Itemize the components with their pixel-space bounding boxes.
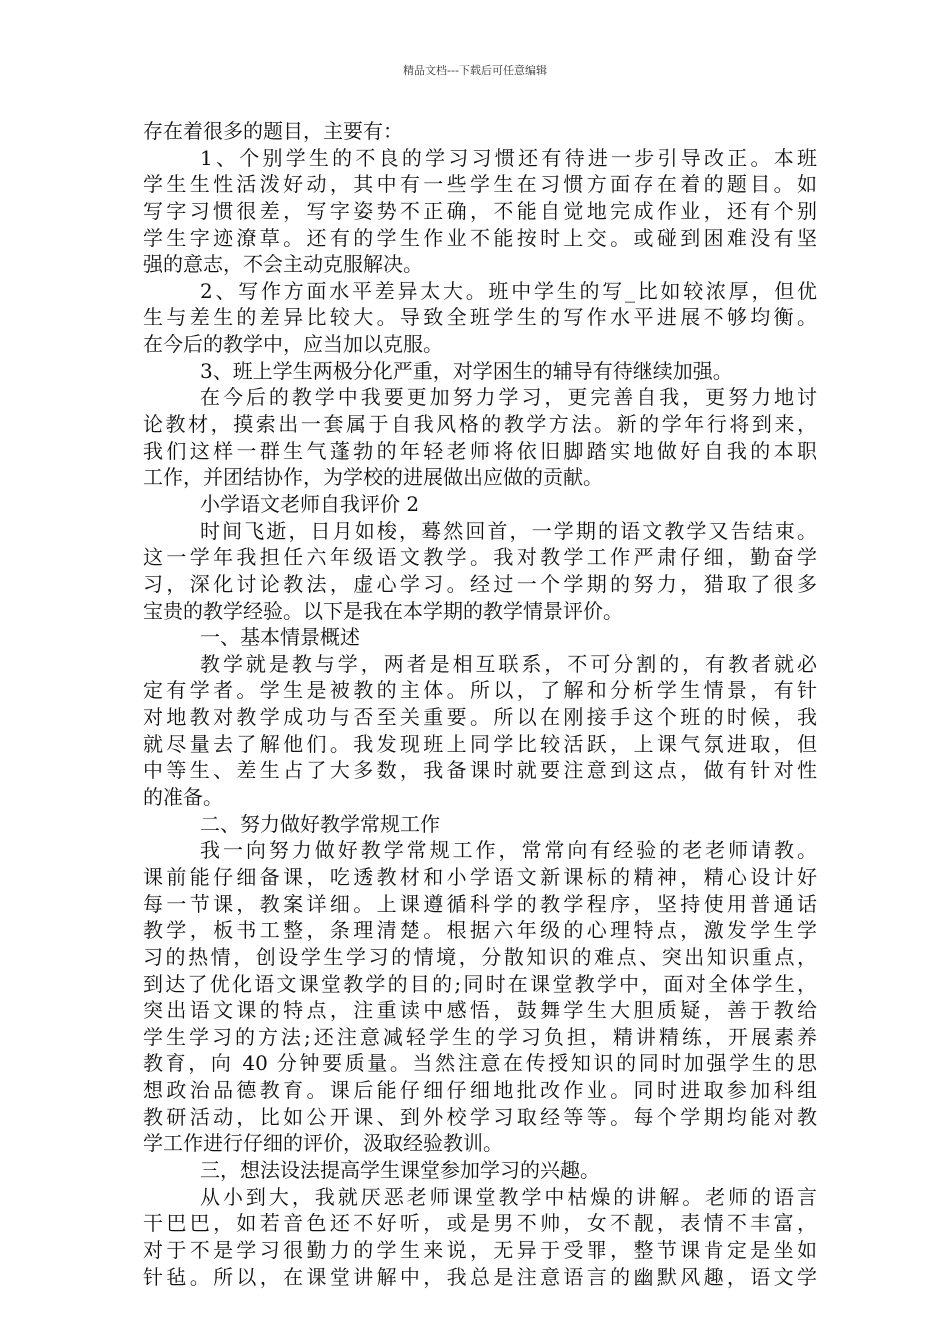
text-line: 这一学年我担任六年级语文教学。我对教学工作严肃仔细，勤奋学: [143, 545, 817, 570]
text-line: 小学语文老师自我评价 2: [200, 491, 420, 516]
document-body: [143, 118, 817, 1290]
text-line: 在今后的教学中我要更加努力学习，更完善自我，更努力地讨: [200, 385, 817, 410]
text-line: 存在着很多的题目，主要有：: [143, 119, 403, 143]
text-line: 学工作进行仔细的评价，汲取经验教训。: [143, 1131, 503, 1156]
text-line: 学生生性活泼好动，其中有一些学生在习惯方面存在着的题目。如: [143, 172, 817, 197]
text-line: 论教材，摸索出一套属于自我风格的教学方法。新的学年行将到来，: [143, 412, 817, 437]
text-line: 从小到大，我就厌恶老师课堂教学中枯燥的讲解。老师的语言: [200, 1184, 817, 1209]
text-line: 中等生、差生占了大多数，我备课时就要注意到这点，做有针对性: [143, 758, 817, 783]
text-line: 教学，板书工整，条理清楚。根据六年级的心理特点，激发学生学: [143, 918, 817, 943]
text-line: 定有学者。学生是被教的主体。所以，了解和分析学生情景，有针: [143, 678, 817, 703]
text-line: 在今后的教学中，应当加以克服。: [143, 332, 443, 357]
text-line: 干巴巴，如若音色还不好听，或是男不帅，女不靓，表情不丰富，: [143, 1211, 817, 1236]
text-line: 每一节课，教案详细。上课遵循科学的教学程序，坚持使用普通话: [143, 891, 817, 916]
text-line: 学生字迹潦草。还有的学生作业不能按时上交。或碰到困难没有坚: [143, 225, 817, 250]
text-line: 对地教对教学成功与否至关重要。所以在刚接手这个班的时候，我: [143, 705, 817, 730]
text-line: 二、努力做好教学常规工作: [200, 811, 440, 836]
text-line: 到达了优化语文课堂教学的目的;同时在课堂教学中，面对全体学生，: [143, 971, 817, 996]
text-line: 我们这样一群生气蓬勃的年轻老师将依旧脚踏实地做好自我的本职: [143, 438, 817, 463]
text-line: 突出语文课的特点，注重读中感悟，鼓舞学生大胆质疑，善于教给: [143, 998, 817, 1023]
text-line: 时间飞逝，日月如梭，蓦然回首，一学期的语文教学又告结束。: [200, 518, 817, 543]
text-line: 宝贵的教学经验。以下是我在本学期的教学情景评价。: [143, 598, 623, 623]
text-line: 写字习惯很差，写字姿势不正确，不能自觉地完成作业，还有个别: [143, 198, 817, 223]
text-line: 三，想法设法提高学生课堂参加学习的兴趣。: [200, 1157, 600, 1182]
text-line: 教学就是教与学，两者是相互联系，不可分割的，有教者就必: [200, 651, 817, 676]
text-line: 对于不是学习很勤力的学生来说，无异于受罪，整节课肯定是坐如: [143, 1237, 817, 1262]
text-line: 习的热情，创设学生学习的情境，分散知识的难点、突出知识重点，: [143, 944, 817, 969]
text-line: 想政治品德教育。课后能仔细仔细地批改作业。同时进取参加科组: [143, 1078, 817, 1103]
text-line: 就尽量去了解他们。我发现班上同学比较活跃，上课气氛进取，但: [143, 731, 817, 756]
page-header: 精品文档---下载后可任意编辑: [403, 64, 547, 77]
text-line: 工作，并团结协作，为学校的进展做出应做的贡献。: [143, 465, 603, 490]
text-line: 3、班上学生两极分化严重，对学困生的辅导有待继续加强。: [200, 358, 733, 383]
text-line: 针毡。所以，在课堂讲解中，我总是注意语言的幽默风趣，语文学: [143, 1264, 817, 1289]
text-line: 的准备。: [143, 785, 223, 810]
text-line: 我一向努力做好教学常规工作，常常向有经验的老老师请教。: [200, 838, 817, 863]
text-line: 教研活动，比如公开课、到外校学习取经等等。每个学期均能对教: [143, 1104, 817, 1129]
text-line: 习，深化讨论教法，虚心学习。经过一个学期的努力，猎取了很多: [143, 571, 817, 596]
text-line: 强的意志，不会主动克服解决。: [143, 252, 423, 277]
text-line: 生与差生的差异比较大。导致全班学生的写作水平进展不够均衡。: [143, 305, 817, 330]
text-line: 课前能仔细备课，吃透教材和小学语文新课标的精神，精心设计好: [143, 864, 817, 889]
text-line: 1、个别学生的不良的学习习惯还有待进一步引导改正。本班: [200, 145, 817, 170]
text-line: 一、基本情景概述: [200, 625, 360, 650]
text-line: 2、写作方面水平差异太大。班中学生的写_比如较浓厚，但优: [200, 278, 817, 303]
text-line: 学生学习的方法;还注意减轻学生的学习负担，精讲精练，开展素养: [143, 1024, 817, 1049]
text-line: 教育，向 40 分钟要质量。当然注意在传授知识的同时加强学生的思: [143, 1051, 817, 1076]
